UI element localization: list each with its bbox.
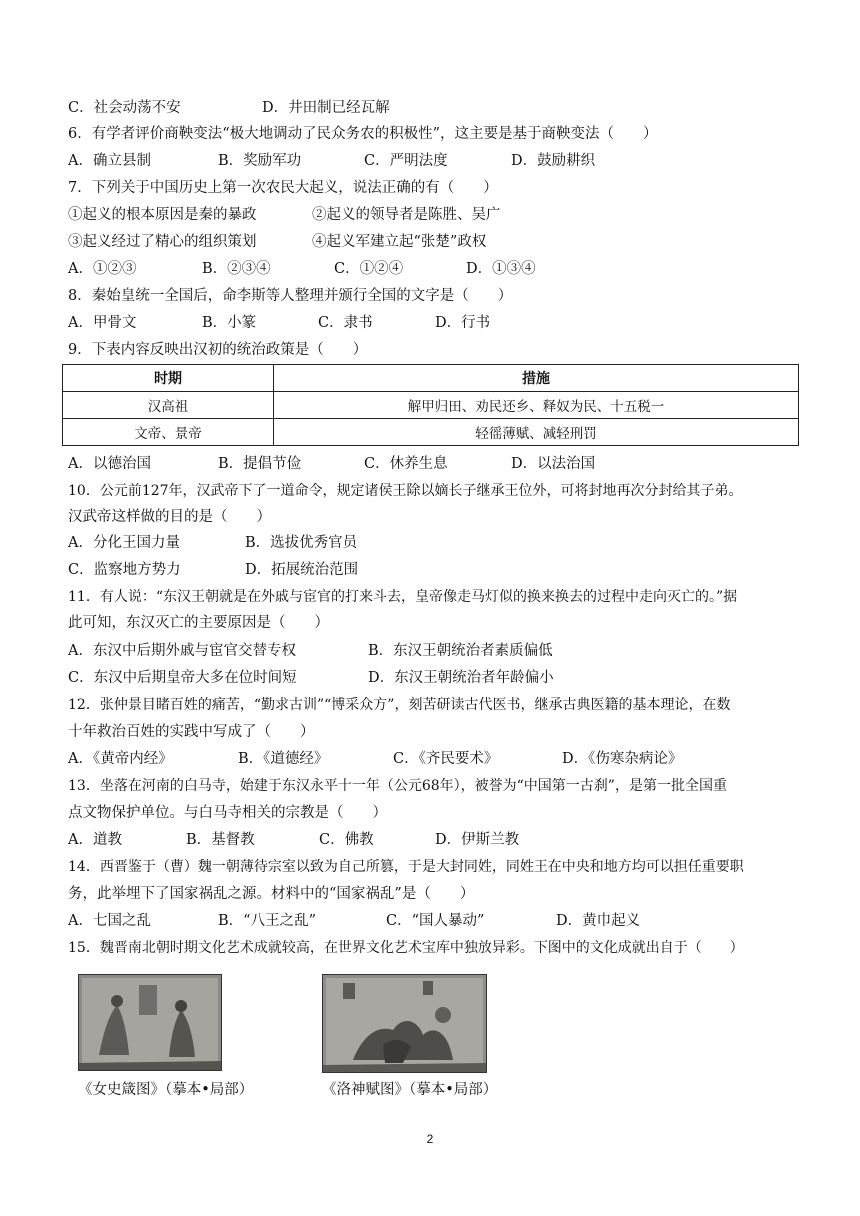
q10-option-c: C．监察地方势力	[68, 562, 181, 578]
q11-option-b: B．东汉王朝统治者素质偏低	[368, 643, 553, 659]
q11-option-c: C．东汉中后期皇帝大多在位时间短	[68, 670, 297, 686]
q7-option-c: C．①②④	[334, 261, 404, 277]
q7-stem: 7．下列关于中国历史上第一次农民大起义，说法正确的有（ ）	[68, 180, 498, 196]
q11-option-a: A．东汉中后期外戚与宦官交替专权	[68, 643, 296, 659]
nushi-zhen-painting-image	[78, 974, 222, 1071]
q10-option-a: A．分化王国力量	[68, 535, 180, 551]
q7-option-d: D．①③④	[466, 261, 536, 277]
q6-option-d: D．鼓励耕织	[511, 153, 596, 169]
caption-nushi-zhen: 《女史箴图》（摹本•局部）	[78, 1082, 254, 1098]
policy-table	[62, 364, 799, 446]
q10-option-b: B．选拔优秀官员	[245, 535, 358, 551]
q13-stem-line2: 点文物保护单位。与白马寺相关的宗教是（ ）	[68, 805, 387, 821]
q11-option-d: D．东汉王朝统治者年龄偏小	[368, 670, 554, 686]
q5-option-d: D．井田制已经瓦解	[262, 100, 390, 116]
q14-option-b: B．“八王之乱”	[218, 913, 316, 929]
q8-option-a: A．甲骨文	[68, 315, 137, 331]
page-number: 2	[426, 1132, 434, 1146]
q9-option-c: C．休养生息	[364, 456, 448, 472]
q14-stem-line2: 务，此举埋下了国家祸乱之源。材料中的“国家祸乱”是（ ）	[68, 886, 475, 902]
q9-option-a: A．以德治国	[68, 456, 151, 472]
q12-option-d: D．《伤寒杂病论》	[562, 751, 683, 767]
q8-option-b: B．小篆	[202, 315, 257, 331]
q7-item-4: ④起义军建立起“张楚”政权	[312, 234, 487, 250]
q14-option-c: C．“国人暴动”	[386, 913, 485, 929]
q6-option-a: A．确立县制	[68, 153, 151, 169]
q10-option-d: D．拓展统治范围	[245, 562, 359, 578]
q13-option-c: C．佛教	[319, 832, 374, 848]
table-header-row	[63, 365, 799, 392]
q14-stem-line1: 14．西晋鉴于（曹）魏一朝薄待宗室以致为自己所篡，于是大封同姓，同姓王在中央和地方均可以担任重要职	[68, 859, 744, 875]
q5-option-c: C．社会动荡不安	[68, 100, 181, 116]
table-header-measures: 措施	[274, 365, 799, 392]
q10-stem-line2: 汉武帝这样做的目的是（ ）	[68, 509, 271, 525]
q8-option-d: D．行书	[435, 315, 491, 331]
luoshen-fu-painting-image	[322, 974, 487, 1073]
q11-stem-line2: 此可知，东汉灭亡的主要原因是（ ）	[68, 615, 329, 631]
q13-option-a: A．道教	[68, 832, 122, 848]
table-cell: 文帝、景帝	[63, 419, 274, 446]
q13-option-d: D．伊斯兰教	[435, 832, 520, 848]
table-row	[63, 392, 799, 419]
q6-option-b: B．奖励军功	[218, 153, 302, 169]
table-cell: 汉高祖	[63, 392, 274, 419]
q10-stem-line1: 10．公元前127年，汉武帝下了一道命令，规定诸侯王除以嫡长子继承王位外，可将封地再次分封给其子弟。	[68, 483, 743, 499]
q12-option-b: B．《道德经》	[238, 751, 329, 767]
table-cell: 解甲归田、劝民还乡、释奴为民、十五税一	[274, 392, 799, 419]
q7-item-2: ②起义的领导者是陈胜、吴广	[312, 207, 501, 223]
q7-item-1: ①起义的根本原因是秦的暴政	[68, 207, 257, 223]
q9-stem: 9．下表内容反映出汉初的统治政策是（ ）	[68, 342, 368, 358]
q9-option-b: B．提倡节俭	[218, 456, 302, 472]
q13-option-b: B．基督教	[186, 832, 255, 848]
q8-option-c: C．隶书	[318, 315, 373, 331]
table-header-period: 时期	[63, 365, 274, 392]
q14-option-d: D．黄巾起义	[556, 913, 641, 929]
q7-item-3: ③起义经过了精心的组织策划	[68, 234, 257, 250]
q11-stem-line1: 11．有人说：“东汉王朝就是在外戚与宦官的打来斗去，皇帝像走马灯似的换来换去的过程中走向灭亡的。”据	[68, 589, 738, 605]
q12-stem-line1: 12．张仲景目睹百姓的痛苦，“勤求古训”“博采众方”，刻苦研读古代医书，继承古典医籍的基本理论，在数	[68, 697, 731, 713]
q12-stem-line2: 十年救治百姓的实践中写成了（ ）	[68, 724, 315, 740]
q7-option-b: B．②③④	[202, 261, 271, 277]
q12-option-a: A．《黄帝内经》	[68, 751, 173, 767]
q9-option-d: D．以法治国	[511, 456, 596, 472]
q15-stem: 15．魏晋南北朝时期文化艺术成就较高，在世界文化艺术宝库中独放异彩。下图中的文化成就出自于（ ）	[68, 940, 744, 956]
q12-option-c: C．《齐民要术》	[393, 751, 499, 767]
q7-option-a: A．①②③	[68, 261, 137, 277]
q6-stem: 6．有学者评价商鞅变法“极大地调动了民众务农的积极性”，这主要是基于商鞅变法（ ）	[68, 126, 658, 142]
q14-option-a: A．七国之乱	[68, 913, 151, 929]
table-cell: 轻徭薄赋、减轻刑罚	[274, 419, 799, 446]
q13-stem-line1: 13．坐落在河南的白马寺，始建于东汉永平十一年（公元68年），被誉为“中国第一古刹”，是第一批全国重	[68, 778, 727, 794]
caption-luoshen-fu: 《洛神赋图》（摹本•局部）	[322, 1082, 498, 1098]
q8-stem: 8．秦始皇统一全国后，命李斯等人整理并颁行全国的文字是（ ）	[68, 288, 513, 304]
q6-option-c: C．严明法度	[364, 153, 448, 169]
table-row	[63, 419, 799, 446]
